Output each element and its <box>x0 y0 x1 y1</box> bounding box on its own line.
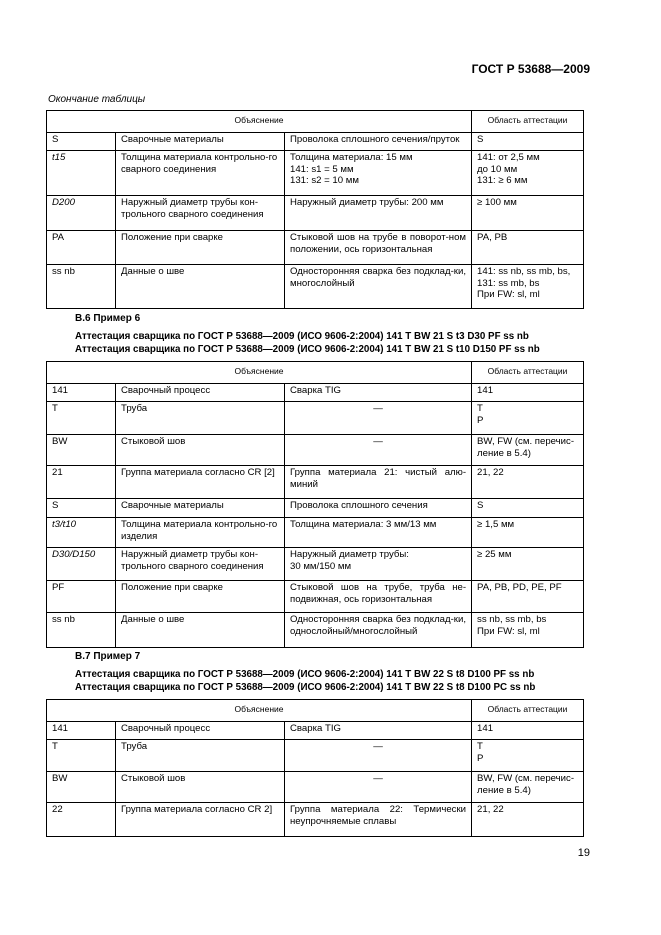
detail-line: 30 мм/150 мм <box>290 560 352 572</box>
attestation-line: Аттестация сварщика по ГОСТ Р 53688—2009 (ИСО 9606-2:2004) 141 T BW 21 S t3 D30 PF ss nb <box>75 331 529 342</box>
desc-cell: Положение при сварке <box>116 231 285 265</box>
desc-cell: Наружный диаметр трубы кон-трольного сварного соединения <box>116 196 285 231</box>
area-cell: ≥ 100 мм <box>472 196 584 231</box>
detail-cell: Наружный диаметр трубы: 200 мм <box>285 196 472 231</box>
detail-line: 141: s1 = 5 мм <box>290 163 354 175</box>
area-cell: ≥ 25 мм <box>472 548 584 581</box>
example6-title: В.6 Пример 6 <box>75 313 141 324</box>
detail-cell: Группа материала 21: чистый алю-миний <box>285 466 472 499</box>
area-line: T <box>477 403 483 414</box>
detail-cell: Группа материала 22: Термически неупрочняемые сплавы <box>285 803 472 837</box>
area-cell: S <box>472 132 584 151</box>
code-cell: T <box>47 402 116 435</box>
detail-line: 131: s2 = 10 мм <box>290 175 359 186</box>
header-explanation: Объяснение <box>47 111 472 133</box>
code-text: t3/t10 <box>52 519 77 530</box>
area-cell <box>472 151 584 196</box>
desc-cell: Сварочные материалы <box>116 132 285 151</box>
detail-cell: Сварка TIG <box>285 721 472 740</box>
area-cell: 141 <box>472 383 584 402</box>
header-area: Область аттестации <box>472 700 584 722</box>
area-line: При FW: sl, ml <box>477 289 540 300</box>
table-row <box>47 581 584 613</box>
area-cell: PA, PB, PD, PE, PF <box>472 581 584 613</box>
table-row <box>47 231 584 265</box>
area-cell <box>472 402 584 435</box>
table-caption: Окончание таблицы <box>48 94 146 105</box>
code-cell: 141 <box>47 383 116 402</box>
code-cell: ss nb <box>47 265 116 309</box>
area-line: 131: ss mb, bs <box>477 277 540 289</box>
table-row <box>47 265 584 309</box>
detail-cell <box>285 548 472 581</box>
desc-cell: Группа материала согласно CR 2] <box>116 803 285 837</box>
table-row <box>47 499 584 518</box>
area-line: T <box>477 741 483 752</box>
table-row <box>47 548 584 581</box>
detail-cell: — <box>285 740 472 772</box>
desc-cell: Стыковой шов <box>116 772 285 803</box>
table-row <box>47 435 584 466</box>
code-cell: 21 <box>47 466 116 499</box>
area-cell: 141 <box>472 721 584 740</box>
area-line: P <box>477 414 484 426</box>
area-line: до 10 мм <box>477 163 518 175</box>
area-cell: 21, 22 <box>472 803 584 837</box>
area-cell: BW, FW (см. перечис-ление в 5.4) <box>472 435 584 466</box>
area-cell <box>472 265 584 309</box>
page-number: 19 <box>577 847 590 859</box>
desc-cell: Стыковой шов <box>116 435 285 466</box>
attestation-line: Аттестация сварщика по ГОСТ Р 53688—2009 (ИСО 9606-2:2004) 141 T BW 22 S t8 D100 PC ss nb <box>75 681 536 693</box>
desc-cell: Сварочные материалы <box>116 499 285 518</box>
desc-cell: Труба <box>116 402 285 435</box>
detail-cell: Односторонняя сварка без подклад-ки, многослойный <box>285 265 472 309</box>
code-cell: S <box>47 132 116 151</box>
code-text: D200 <box>52 197 75 208</box>
area-cell: ≥ 1,5 мм <box>472 518 584 548</box>
code-text: t15 <box>52 152 66 163</box>
code-cell <box>47 151 116 196</box>
attestation-line: Аттестация сварщика по ГОСТ Р 53688—2009 (ИСО 9606-2:2004) 141 T BW 22 S t8 D100 PF ss nb <box>75 669 535 680</box>
header-area: Область аттестации <box>472 111 584 133</box>
table-row <box>47 613 584 648</box>
area-cell <box>472 613 584 648</box>
area-cell: S <box>472 499 584 518</box>
example7-title: В.7 Пример 7 <box>75 651 141 662</box>
detail-cell: — <box>285 402 472 435</box>
area-line: P <box>477 752 484 764</box>
code-cell: T <box>47 740 116 772</box>
detail-cell <box>285 151 472 196</box>
detail-cell: Односторонняя сварка без подклад-ки, однослойный/многослойный <box>285 613 472 648</box>
example7-attestation-lines <box>75 669 535 694</box>
area-line: 131: ≥ 6 мм <box>477 175 528 186</box>
desc-cell: Данные о шве <box>116 613 285 648</box>
code-cell <box>47 548 116 581</box>
header-explanation: Объяснение <box>47 362 472 384</box>
detail-cell: Толщина материала: 3 мм/13 мм <box>285 518 472 548</box>
desc-cell: Группа материала согласно CR [2] <box>116 466 285 499</box>
code-cell: 22 <box>47 803 116 837</box>
detail-line: Наружный диаметр трубы: <box>290 549 409 560</box>
detail-cell: — <box>285 435 472 466</box>
desc-cell: Толщина материала контрольно-го изделия <box>116 518 285 548</box>
area-cell: 21, 22 <box>472 466 584 499</box>
table-row <box>47 772 584 803</box>
area-line: 141: ss nb, ss mb, bs, <box>477 266 571 277</box>
desc-cell: Данные о шве <box>116 265 285 309</box>
document-id: ГОСТ Р 53688—2009 <box>471 62 590 76</box>
code-cell <box>47 196 116 231</box>
table-example6 <box>46 361 584 648</box>
desc-cell: Толщина материала контрольно-го сварного соединения <box>116 151 285 196</box>
area-line: При FW: sl, ml <box>477 625 540 637</box>
table-row <box>47 740 584 772</box>
area-line: 141: от 2,5 мм <box>477 152 540 163</box>
code-cell <box>47 518 116 548</box>
desc-cell: Сварочный процесс <box>116 383 285 402</box>
detail-line: Толщина материала: 15 мм <box>290 152 413 163</box>
example6-attestation-lines <box>75 331 540 356</box>
detail-cell: Проволока сплошного сечения/пруток <box>285 132 472 151</box>
table-row <box>47 151 584 196</box>
code-cell: ss nb <box>47 613 116 648</box>
table-row <box>47 803 584 837</box>
code-cell: S <box>47 499 116 518</box>
desc-cell: Сварочный процесс <box>116 721 285 740</box>
desc-cell: Наружный диаметр трубы кон-трольного сварного соединения <box>116 548 285 581</box>
detail-cell: — <box>285 772 472 803</box>
attestation-line: Аттестация сварщика по ГОСТ Р 53688—2009 (ИСО 9606-2:2004) 141 T BW 21 S t10 D150 PF ss nb <box>75 343 540 355</box>
desc-cell: Положение при сварке <box>116 581 285 613</box>
area-cell: BW, FW (см. перечис-ление в 5.4) <box>472 772 584 803</box>
code-text: D30/D150 <box>52 549 96 560</box>
area-cell: PA, PB <box>472 231 584 265</box>
code-cell: PA <box>47 231 116 265</box>
table-row <box>47 466 584 499</box>
header-area: Область аттестации <box>472 362 584 384</box>
code-cell: BW <box>47 435 116 466</box>
detail-cell: Проволока сплошного сечения <box>285 499 472 518</box>
area-line: ss nb, ss mb, bs <box>477 614 547 625</box>
code-cell: PF <box>47 581 116 613</box>
header-explanation: Объяснение <box>47 700 472 722</box>
code-cell: 141 <box>47 721 116 740</box>
table-row <box>47 196 584 231</box>
table-row <box>47 518 584 548</box>
detail-cell: Сварка TIG <box>285 383 472 402</box>
table-row <box>47 383 584 402</box>
table-example7 <box>46 699 584 837</box>
table-row <box>47 402 584 435</box>
code-cell: BW <box>47 772 116 803</box>
table-continuation <box>46 110 584 309</box>
detail-cell: Стыковой шов на трубе, труба не-подвижная, ось горизонтальная <box>285 581 472 613</box>
table-row <box>47 132 584 151</box>
detail-cell: Стыковой шов на трубе в поворот-ном положении, ось горизонтальная <box>285 231 472 265</box>
desc-cell: Труба <box>116 740 285 772</box>
table-row <box>47 721 584 740</box>
area-cell <box>472 740 584 772</box>
